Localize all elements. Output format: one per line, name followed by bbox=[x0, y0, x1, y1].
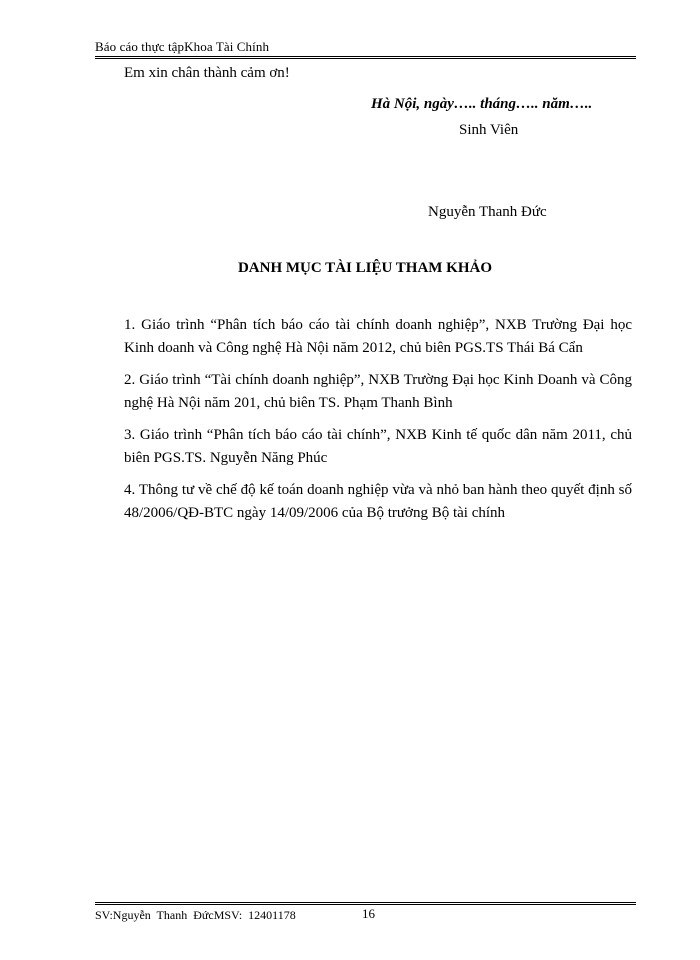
page-number: 16 bbox=[362, 906, 375, 921]
reference-item: 4. Thông tư về chế độ kế toán doanh nghiệp vừa và nhỏ ban hành theo quyết định số 48/2006/QĐ-BTC ngày 14/09/2006 của Bộ trưởng Bộ tài chính bbox=[124, 482, 632, 521]
references-list bbox=[124, 314, 632, 534]
place-date-line: Hà Nội, ngày….. tháng….. năm….. bbox=[371, 96, 593, 112]
footer-student-info: SV:Nguyễn Thanh ĐứcMSV: 12401178 bbox=[95, 908, 296, 922]
footer-divider bbox=[95, 902, 636, 905]
running-header: Báo cáo thực tậpKhoa Tài Chính bbox=[95, 39, 270, 54]
references-title: DANH MỤC TÀI LIỆU THAM KHẢO bbox=[237, 260, 493, 276]
reference-item: 1. Giáo trình “Phân tích báo cáo tài chính doanh nghiệp”, NXB Trường Đại học Kinh doanh và Công nghệ Hà Nội năm 2012, chủ biên PGS.TS Thái Bá Cẩn bbox=[124, 317, 632, 356]
signer-name: Nguyễn Thanh Đức bbox=[428, 204, 547, 220]
thanks-line: Em xin chân thành cảm ơn! bbox=[124, 65, 290, 81]
header-divider bbox=[95, 56, 636, 59]
reference-item: 2. Giáo trình “Tài chính doanh nghiệp”, NXB Trường Đại học Kinh Doanh và Công nghệ Hà Nội năm 201, chủ biên TS. Phạm Thanh Bình bbox=[124, 372, 632, 411]
reference-item: 3. Giáo trình “Phân tích báo cáo tài chính”, NXB Kinh tế quốc dân năm 2011, chủ biên PGS.TS. Nguyễn Năng Phúc bbox=[124, 427, 632, 466]
signer-role: Sinh Viên bbox=[459, 122, 519, 138]
